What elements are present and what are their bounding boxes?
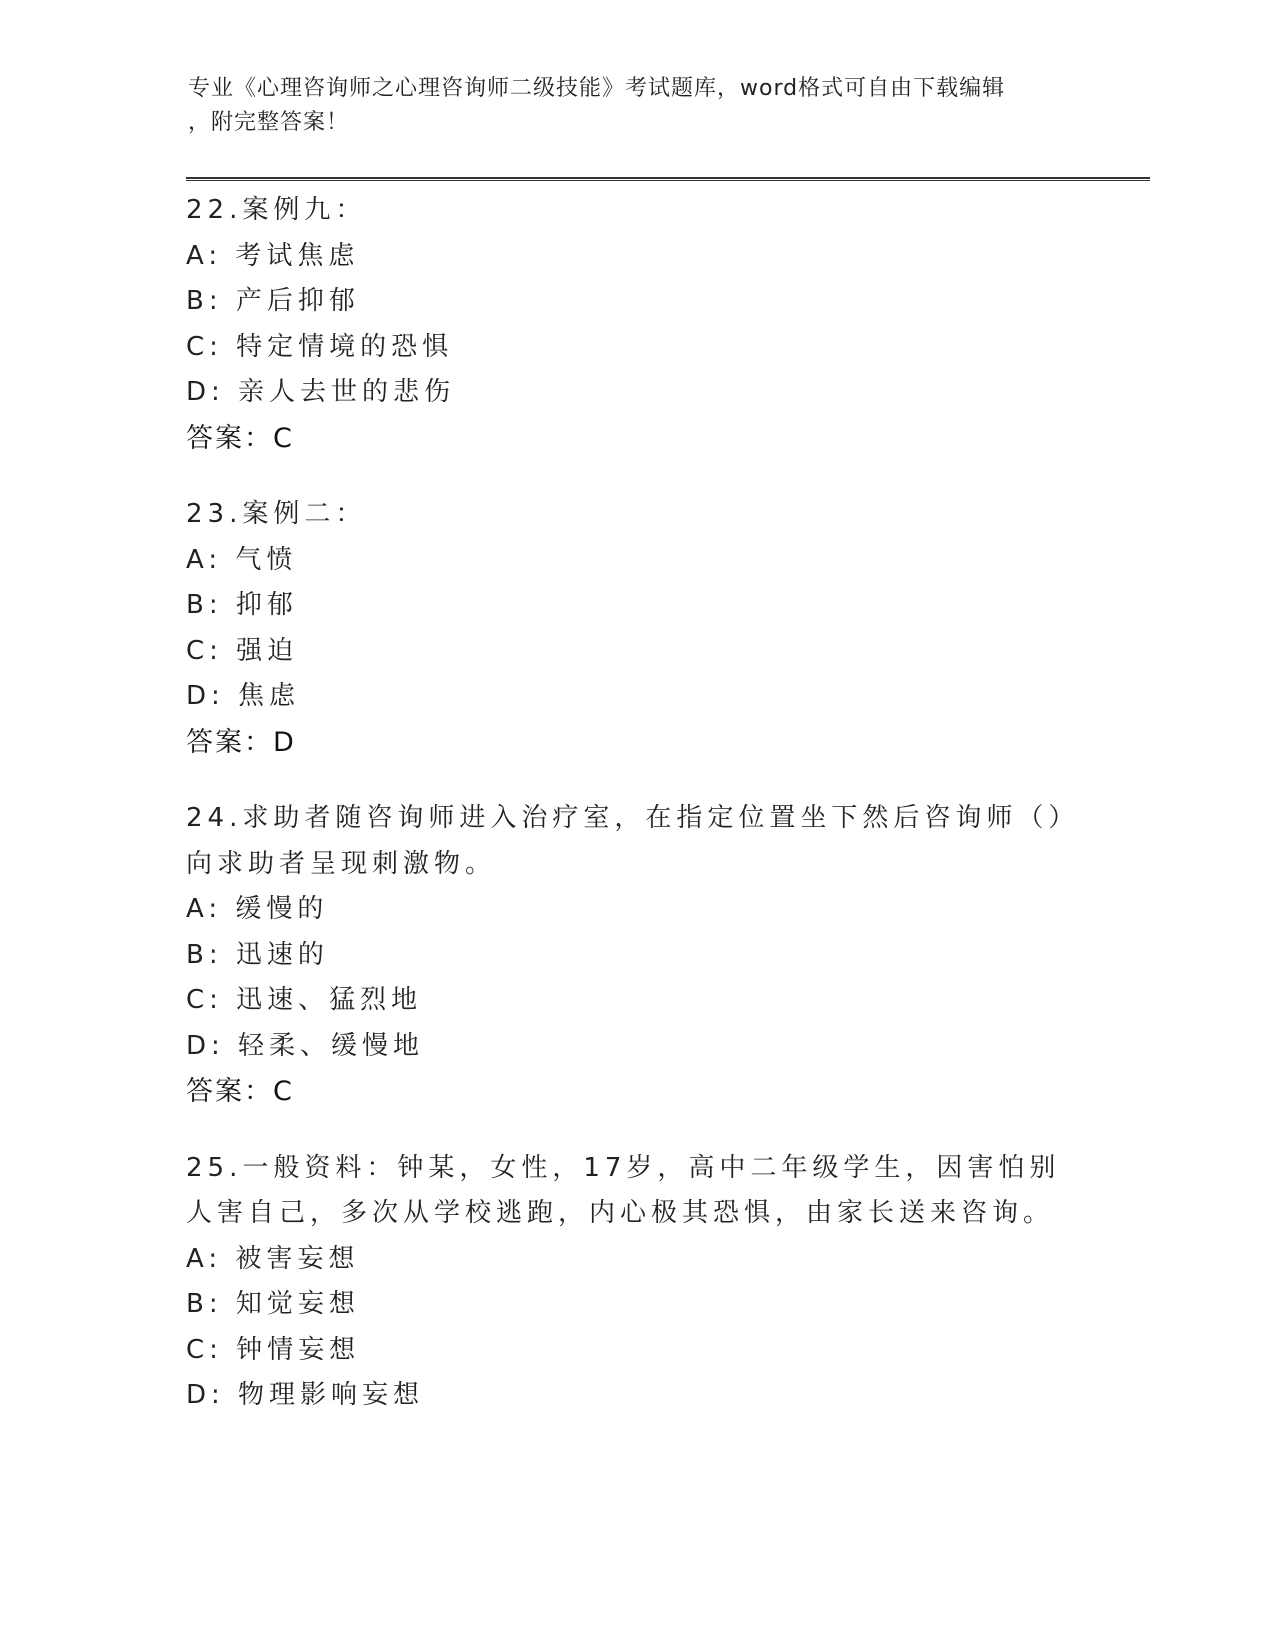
option-d: D: 物理影响妄想 <box>186 1380 425 1410</box>
option-c: C: 钟情妄想 <box>186 1334 361 1365</box>
option-c: C: 强迫 <box>186 635 299 666</box>
question-list <box>186 188 1086 1450</box>
option-a: A: 缓慢的 <box>186 894 329 924</box>
header-title-line-1: 专业《心理咨询师之心理咨询师二级技能》考试题库，word格式可自由下载编辑 <box>188 76 1006 101</box>
question-22 <box>186 188 1086 461</box>
option-a: A: 气愤 <box>186 544 298 575</box>
option-b: B: 产后抑郁 <box>186 286 360 316</box>
answer-line: 答案：C <box>186 1076 294 1107</box>
question-stem: 23.案例二： <box>186 499 367 529</box>
question-23 <box>186 492 1086 765</box>
option-b: B: 迅速的 <box>186 939 329 970</box>
document-header <box>188 72 1088 140</box>
option-a: A: 考试焦虑 <box>186 240 360 271</box>
question-24 <box>186 796 1086 1115</box>
answer-line: 答案：C <box>186 422 294 454</box>
option-b: B: 知觉妄想 <box>186 1289 360 1319</box>
header-title-line-2: ，附完整答案！ <box>188 110 350 135</box>
question-stem: 25.一般资料：钟某，女性，17岁，高中二年级学生，因害怕别人害自己，多次从学校逃跑，内心极其恐惧，由家长送来咨询。 <box>186 1152 1061 1228</box>
option-a: A: 被害妄想 <box>186 1243 360 1274</box>
question-stem: 24.求助者随咨询师进入治疗室，在指定位置坐下然后咨询师（）向求助者呈现刺激物。 <box>186 803 1080 879</box>
option-d: D: 焦虑 <box>186 681 301 711</box>
option-c: C: 特定情境的恐惧 <box>186 331 454 362</box>
option-d: D: 轻柔、缓慢地 <box>186 1030 425 1061</box>
option-b: B: 抑郁 <box>186 590 298 620</box>
question-stem: 22.案例九： <box>186 195 367 225</box>
option-c: C: 迅速、猛烈地 <box>186 985 423 1015</box>
question-25 <box>186 1146 1086 1419</box>
answer-line: 答案：D <box>186 726 296 758</box>
header-divider <box>186 177 1150 181</box>
option-d: D: 亲人去世的悲伤 <box>186 377 456 407</box>
